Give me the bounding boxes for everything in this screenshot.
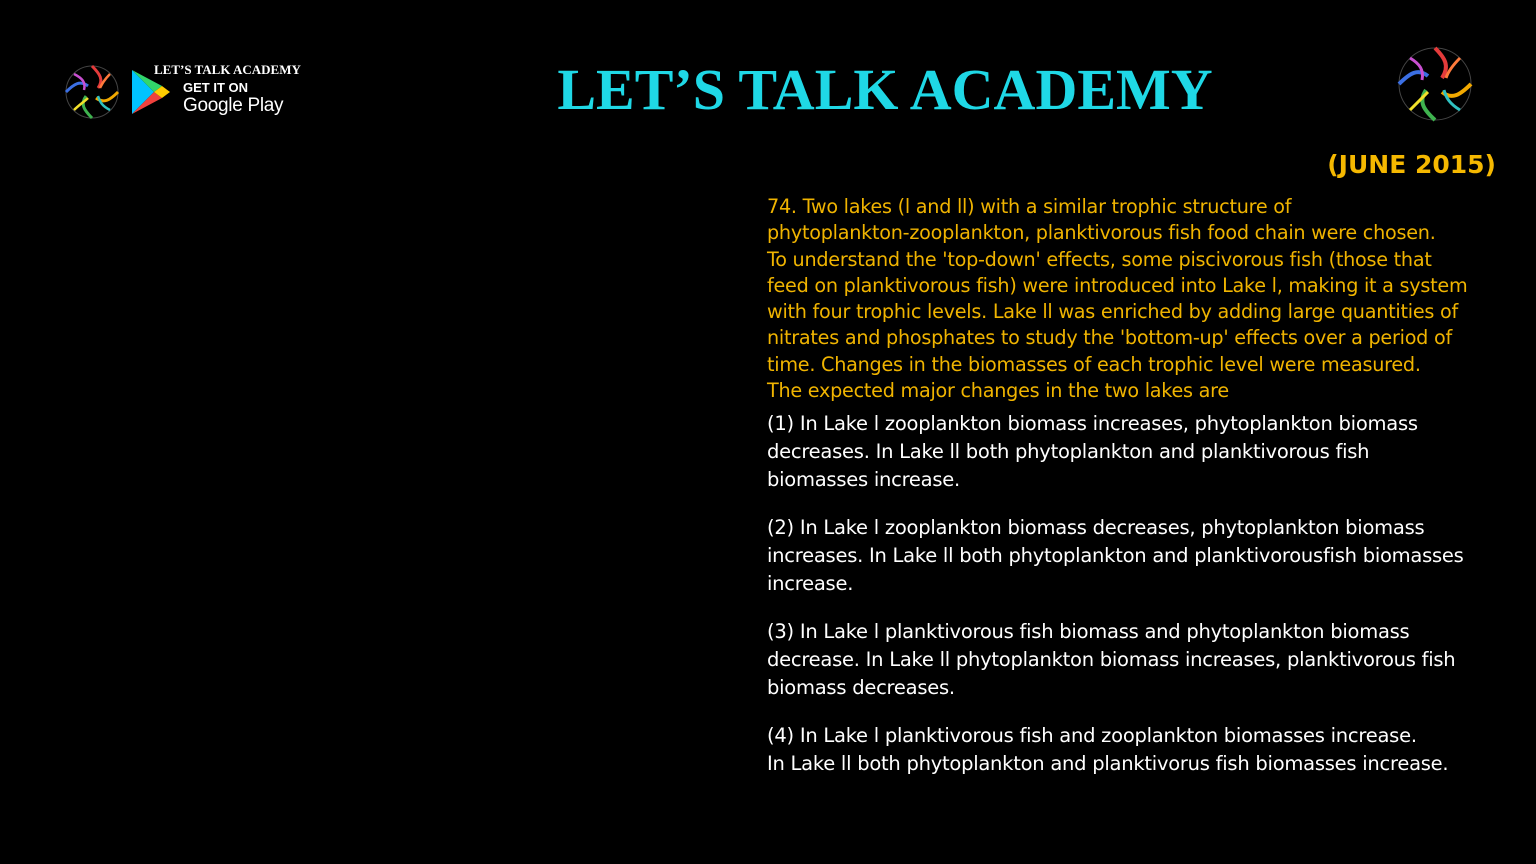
option-line: In Lake ll both phytoplankton and planktivorus fish biomasses increase. xyxy=(767,752,1449,775)
play-badge-store: Google Play xyxy=(183,95,284,116)
question-text xyxy=(767,194,1517,404)
question-line: To understand the 'top-down' effects, some piscivorous fish (those that xyxy=(767,247,1432,271)
play-badge-get-it-on: GET IT ON xyxy=(183,80,248,95)
option-line: (1) In Lake l zooplankton biomass increases, phytoplankton biomass xyxy=(767,412,1418,435)
question-line: phytoplankton-zooplankton, planktivorous fish food chain were chosen. xyxy=(767,221,1436,245)
page-title: LET’S TALK ACADEMY xyxy=(557,57,1213,122)
question-line: The expected major changes in the two lakes are xyxy=(767,379,1229,403)
option-line: decrease. In Lake ll phytoplankton biomass increases, planktivorous fish xyxy=(767,648,1456,671)
question-line: nitrates and phosphates to study the 'bottom-up' effects over a period of xyxy=(767,326,1452,350)
option-line: biomasses increase. xyxy=(767,468,960,491)
option-2 xyxy=(767,514,1517,598)
option-line: (3) In Lake l planktivorous fish biomass and phytoplankton biomass xyxy=(767,620,1410,643)
option-line: biomass decreases. xyxy=(767,676,955,699)
lta-logo-icon xyxy=(60,60,124,124)
option-line: decreases. In Lake ll both phytoplankton and planktivorous fish xyxy=(767,440,1370,463)
play-badge-academy: LET’S TALK ACADEMY xyxy=(154,62,301,77)
question-line: with four trophic levels. Lake ll was enriched by adding large quantities of xyxy=(767,300,1458,324)
question-line: feed on planktivorous fish) were introduced into Lake l, making it a system xyxy=(767,273,1468,297)
question-line: time. Changes in the biomasses of each trophic level were measured. xyxy=(767,352,1421,376)
option-line: increases. In Lake ll both phytoplankton and planktivorousfish biomasses xyxy=(767,544,1464,567)
option-line: (2) In Lake l zooplankton biomass decreases, phytoplankton biomass xyxy=(767,516,1425,539)
option-3 xyxy=(767,618,1517,702)
option-1 xyxy=(767,410,1517,494)
option-4 xyxy=(767,722,1517,778)
answer-options xyxy=(767,410,1517,798)
lta-logo-icon xyxy=(1390,40,1480,128)
question-line: 74. Two lakes (l and ll) with a similar trophic structure of xyxy=(767,195,1292,218)
option-line: (4) In Lake l planktivorous fish and zooplankton biomasses increase. xyxy=(767,724,1417,747)
option-line: increase. xyxy=(767,572,854,595)
exam-tag: (JUNE 2015) xyxy=(1327,150,1496,179)
